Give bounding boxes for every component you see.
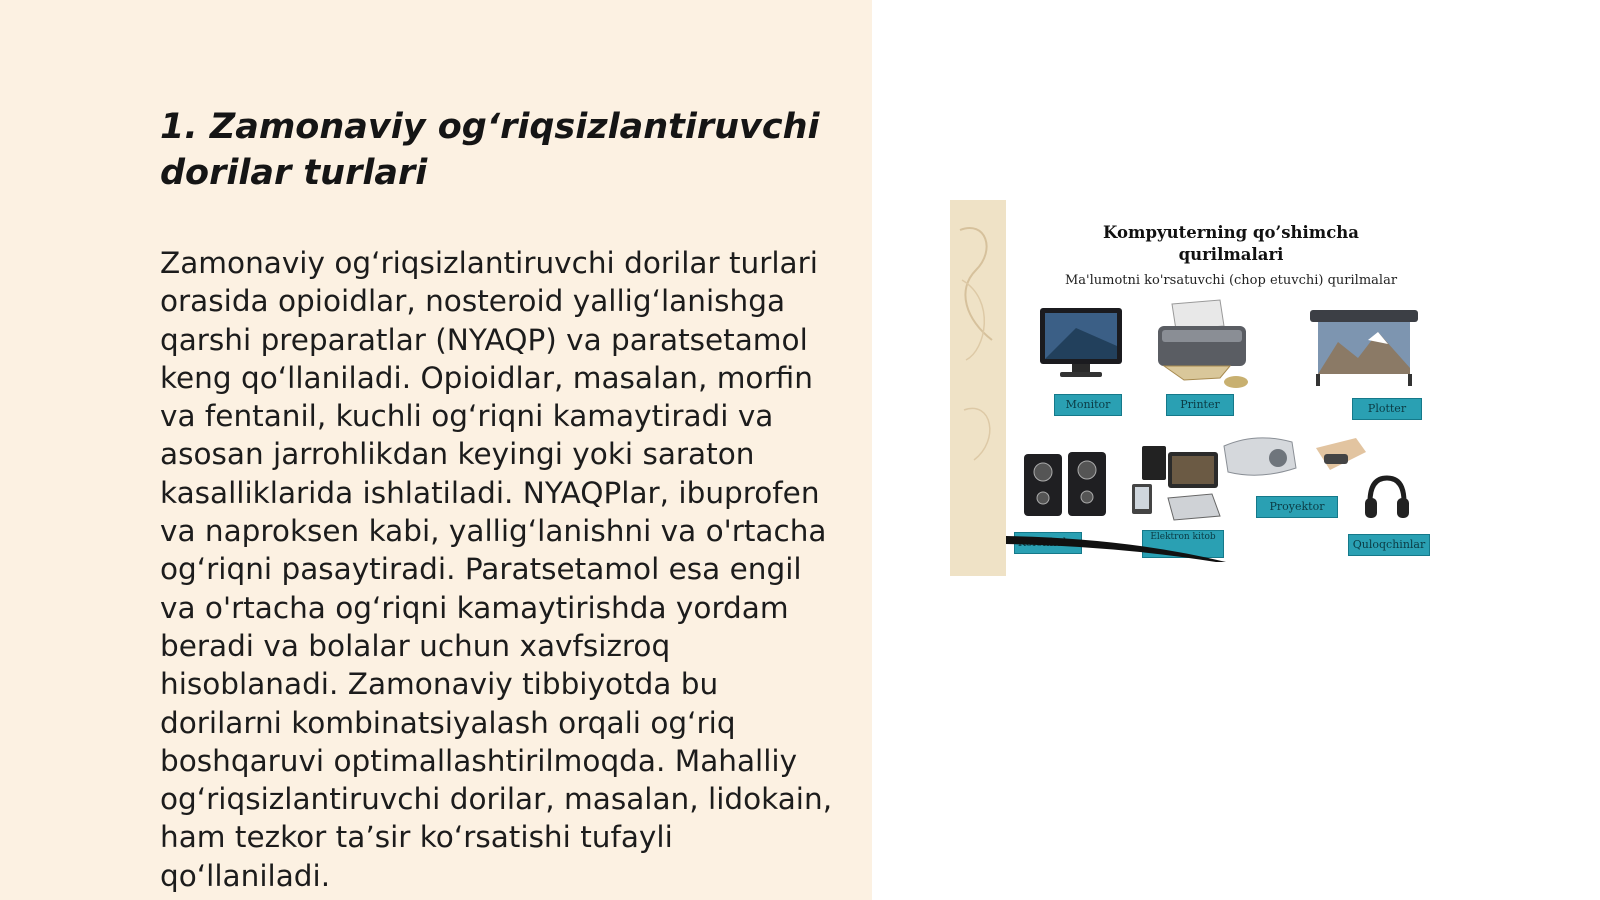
printer-label: Printer	[1166, 394, 1234, 416]
tablets-icon	[1128, 440, 1228, 524]
body-line: orasida opioidlar, nosteroid yallig‘lanishga	[160, 284, 786, 319]
image-title-line-2: qurilmalari	[1178, 245, 1284, 264]
body-line: beradi va bolalar uchun xavfsizroq	[160, 628, 671, 663]
body-line: va o'rtacha og‘riqni kamaytirishda yordam	[160, 590, 789, 625]
plotter-icon	[1308, 308, 1420, 386]
body-line: va fentanil, kuchli og‘riqni kamaytiradi va	[160, 399, 774, 434]
body-line: hisoblanadi. Zamonaviy tibbiyotda bu	[160, 667, 719, 702]
multimedia-label: Elektron kitob	[1142, 530, 1224, 558]
monitor-label: Monitor	[1054, 394, 1122, 416]
slide-body-text	[160, 244, 850, 895]
image-title	[1046, 222, 1416, 266]
body-line: og‘riqni pasaytiradi. Paratsetamol esa engil	[160, 552, 802, 587]
image-subtitle: Ma'lumotni ko'rsatuvchi (chop etuvchi) qurilmalar	[1064, 273, 1398, 288]
speakers-icon	[1022, 450, 1108, 520]
body-line: Zamonaviy og‘riqsizlantiruvchi dorilar turlari	[160, 246, 818, 280]
headphones-icon	[1362, 472, 1412, 522]
peripheral-devices-image	[950, 200, 1438, 576]
plotter-label: Plotter	[1352, 398, 1422, 420]
slide-title-line-2: dorilar turlari	[160, 153, 428, 193]
swoosh-decoration-icon	[1006, 526, 1238, 566]
slide-title	[160, 104, 820, 196]
body-line: va naproksen kabi, yallig‘lanishni va o'rtacha	[160, 514, 827, 549]
slide-title-line-1: 1. Zamonaviy og‘riqsizlantiruvchi	[160, 107, 820, 147]
image-title-line-1: Kompyuterning qo’shimcha	[1103, 223, 1359, 242]
body-line: boshqaruvi optimallashtirilmoqda. Mahalliy	[160, 743, 798, 778]
headphones-label: Quloqchinlar	[1348, 534, 1430, 556]
swirl-decoration-icon	[956, 210, 1002, 540]
body-line: asosan jarrohlikdan keyingi yoki saraton	[160, 437, 755, 472]
body-line: qo‘llaniladi.	[160, 858, 331, 893]
body-line: keng qo‘llaniladi. Opioidlar, masalan, morfin	[160, 360, 813, 395]
body-line: kasalliklarida ishlatiladi. NYAQPlar, ibuprofen	[160, 475, 820, 510]
projector-label: Proyektor	[1256, 496, 1338, 518]
body-line: ham tezkor ta’sir ko‘rsatishi tufayli	[160, 820, 673, 855]
body-line: og‘riqsizlantiruvchi dorilar, masalan, lidokain,	[160, 782, 833, 817]
printer-icon	[1150, 296, 1254, 392]
projector-icon	[1220, 428, 1370, 492]
body-line: qarshi preparatlar (NYAQP) va paratsetamol	[160, 322, 808, 357]
decorative-strip	[950, 200, 1006, 576]
monitor-icon	[1036, 306, 1126, 380]
body-line: dorilarni kombinatsiyalash orqali og‘riq	[160, 705, 736, 740]
